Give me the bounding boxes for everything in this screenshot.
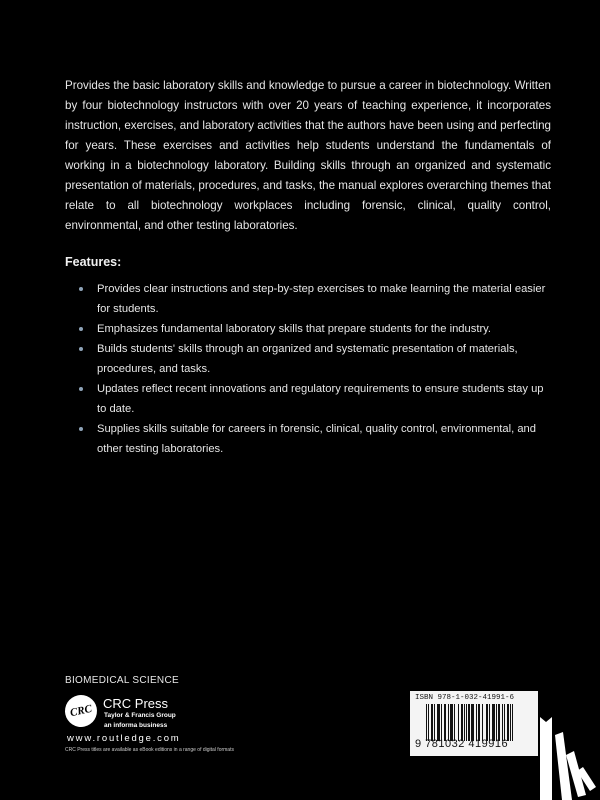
crc-logo-icon: CRC: [62, 692, 100, 730]
decorative-bars-icon: [540, 717, 600, 800]
bullet-icon: [79, 347, 83, 351]
website-link[interactable]: www.routledge.com: [67, 733, 181, 744]
feature-item: Builds students' skills through an organized and systematic presentation of materials, procedures, and tasks.: [65, 339, 555, 379]
barcode-bars-icon: [426, 704, 533, 741]
publisher-group: Taylor & Francis Group: [104, 712, 176, 719]
publisher-name: CRC Press: [103, 696, 169, 711]
bullet-icon: [79, 327, 83, 331]
ebook-note: CRC Press titles are available as eBook editions in a range of digital formats: [65, 747, 234, 753]
bullet-icon: [79, 287, 83, 291]
book-description: Provides the basic laboratory skills and knowledge to pursue a career in biotechnology. Written by four biotechnology instructors with over 20 years of teaching experience, it incorporates instruction, exercises, and laboratory activities that the authors have been using and perfecting for years. These exercises and activities help students understand the fundamentals of working in a biotechnology laboratory. Building skills through an organized and systematic presentation of materials, procedures, and tasks, the manual explores overarching themes that relate to all biotechnology workplaces including forensic, clinical, quality control, environmental, and other testing laboratories.: [65, 79, 551, 232]
feature-item: Updates reflect recent innovations and regulatory requirements to ensure students stay up to date.: [65, 379, 555, 419]
isbn-label: ISBN 978-1-032-41991-6: [415, 694, 515, 702]
feature-item: Provides clear instructions and step-by-step exercises to make learning the material easier for students.: [65, 279, 555, 319]
features-list: [65, 279, 555, 459]
bullet-icon: [79, 427, 83, 431]
features-heading: Features:: [65, 255, 122, 269]
bullet-icon: [79, 387, 83, 391]
series-label: BIOMEDICAL SCIENCE: [65, 675, 179, 686]
feature-item: Emphasizes fundamental laboratory skills that prepare students for the industry.: [65, 319, 555, 339]
feature-item: Supplies skills suitable for careers in forensic, clinical, quality control, environmental, and other testing laboratories.: [65, 419, 555, 459]
barcode-number: 9 781032 419916: [415, 738, 509, 750]
isbn-barcode: [410, 691, 538, 756]
publisher-tagline: an informa business: [104, 722, 168, 729]
